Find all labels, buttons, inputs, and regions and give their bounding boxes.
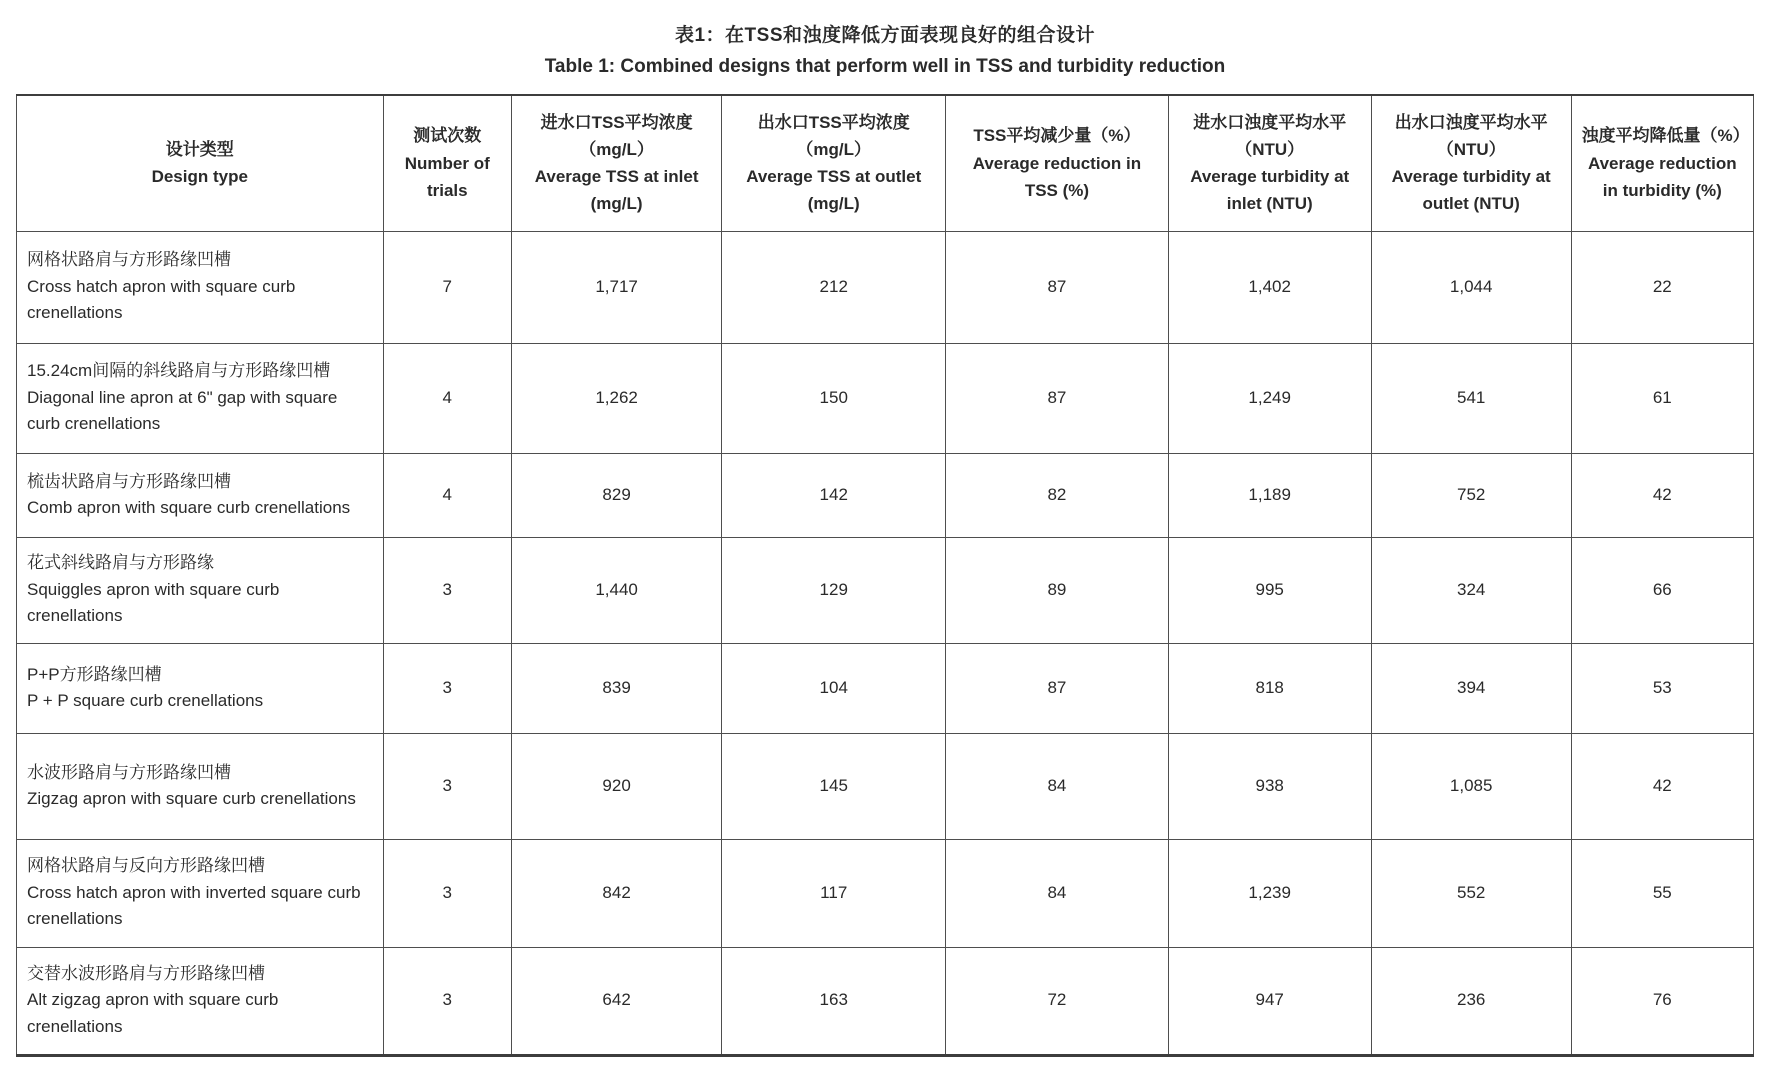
turbidity-inlet-cell: 1,402 <box>1168 231 1371 343</box>
col-header-design-type-en: Design type <box>151 167 248 187</box>
design-type-zh: 梳齿状路肩与方形路缘凹槽 <box>27 471 231 491</box>
col-header-tss-reduction <box>946 95 1168 231</box>
turbidity-reduction-cell: 42 <box>1571 453 1753 537</box>
design-type-zh: 网格状路肩与反向方形路缘凹槽 <box>27 856 265 876</box>
tss-inlet-cell: 1,717 <box>512 231 722 343</box>
col-header-trials <box>383 95 512 231</box>
table-body <box>17 231 1754 1055</box>
design-type-en: Squiggles apron with square curb crenellations <box>27 579 280 626</box>
col-header-turbidity-reduction-zh: 浊度平均降低量（%） <box>1581 126 1750 146</box>
tss-outlet-cell: 117 <box>722 839 946 947</box>
design-type-en: P + P square curb crenellations <box>27 691 264 710</box>
table-row <box>17 343 1754 453</box>
turbidity-inlet-cell: 995 <box>1168 537 1371 643</box>
design-type-en: Alt zigzag apron with square curb crenellations <box>27 990 279 1036</box>
tss-outlet-cell: 129 <box>722 537 946 643</box>
turbidity-inlet-cell: 947 <box>1168 947 1371 1055</box>
turbidity-reduction-cell: 53 <box>1571 643 1753 733</box>
table-row <box>17 231 1754 343</box>
design-type-cell <box>17 839 384 947</box>
design-type-en: Zigzag apron with square curb crenellations <box>27 789 356 808</box>
table-caption-zh: 表1：在TSS和浊度降低方面表现良好的组合设计 <box>674 25 1096 46</box>
tss-inlet-cell: 839 <box>512 643 722 733</box>
tss-reduction-cell: 72 <box>946 947 1168 1055</box>
turbidity-outlet-cell: 552 <box>1371 839 1571 947</box>
col-header-turbidity-inlet-en: Average turbidity at inlet (NTU) <box>1190 167 1350 214</box>
turbidity-reduction-cell: 61 <box>1571 343 1753 453</box>
design-type-cell <box>17 733 384 839</box>
tss-inlet-cell: 920 <box>512 733 722 839</box>
col-header-turbidity-outlet-en: Average turbidity at outlet (NTU) <box>1391 167 1551 214</box>
design-type-zh: P+P方形路缘凹槽 <box>27 664 162 684</box>
turbidity-inlet-cell: 1,239 <box>1168 839 1371 947</box>
design-type-en: Cross hatch apron with inverted square curb crenellations <box>27 882 361 929</box>
table-row <box>17 733 1754 839</box>
design-type-zh: 交替水波形路肩与方形路缘凹槽 <box>27 963 265 983</box>
tss-reduction-cell: 87 <box>946 643 1168 733</box>
table-caption-en: Table 1: Combined designs that perform well in TSS and turbidity reduction <box>544 56 1226 77</box>
trials-cell: 7 <box>383 231 512 343</box>
col-header-turbidity-inlet <box>1168 95 1371 231</box>
design-type-cell <box>17 643 384 733</box>
col-header-turbidity-outlet-zh: 出水口浊度平均水平（NTU） <box>1394 112 1548 160</box>
tss-reduction-cell: 84 <box>946 839 1168 947</box>
col-header-turbidity-reduction-en: Average reduction in turbidity (%) <box>1587 153 1737 200</box>
turbidity-outlet-cell: 324 <box>1371 537 1571 643</box>
col-header-design-type-zh: 设计类型 <box>165 140 234 160</box>
tss-outlet-cell: 150 <box>722 343 946 453</box>
turbidity-reduction-cell: 76 <box>1571 947 1753 1055</box>
design-type-zh: 网格状路肩与方形路缘凹槽 <box>27 250 231 270</box>
turbidity-inlet-cell: 818 <box>1168 643 1371 733</box>
trials-cell: 3 <box>383 839 512 947</box>
col-header-trials-zh: 测试次数 <box>413 126 482 146</box>
turbidity-outlet-cell: 1,085 <box>1371 733 1571 839</box>
col-header-tss-inlet-en: Average TSS at inlet (mg/L) <box>534 167 699 214</box>
design-type-en: Diagonal line apron at 6" gap with square curb crenellations <box>27 387 338 434</box>
col-header-turbidity-outlet <box>1371 95 1571 231</box>
turbidity-reduction-cell: 66 <box>1571 537 1753 643</box>
trials-cell: 3 <box>383 643 512 733</box>
col-header-tss-outlet <box>722 95 946 231</box>
turbidity-reduction-cell: 22 <box>1571 231 1753 343</box>
col-header-turbidity-reduction <box>1571 95 1753 231</box>
col-header-tss-outlet-zh: 出水口TSS平均浓度（mg/L） <box>757 112 910 160</box>
design-type-zh: 花式斜线路肩与方形路缘 <box>27 553 214 573</box>
trials-cell: 4 <box>383 343 512 453</box>
turbidity-reduction-cell: 55 <box>1571 839 1753 947</box>
tss-inlet-cell: 842 <box>512 839 722 947</box>
col-header-tss-outlet-en: Average TSS at outlet (mg/L) <box>746 167 922 214</box>
tss-reduction-cell: 82 <box>946 453 1168 537</box>
turbidity-inlet-cell: 1,249 <box>1168 343 1371 453</box>
tss-reduction-cell: 87 <box>946 343 1168 453</box>
trials-cell: 3 <box>383 733 512 839</box>
design-type-en: Cross hatch apron with square curb crenellations <box>27 276 296 323</box>
tss-inlet-cell: 1,262 <box>512 343 722 453</box>
col-header-tss-reduction-zh: TSS平均减少量（%） <box>973 126 1141 146</box>
table-row <box>17 839 1754 947</box>
col-header-design-type <box>17 95 384 231</box>
turbidity-outlet-cell: 1,044 <box>1371 231 1571 343</box>
turbidity-outlet-cell: 394 <box>1371 643 1571 733</box>
tss-outlet-cell: 104 <box>722 643 946 733</box>
col-header-turbidity-inlet-zh: 进水口浊度平均水平（NTU） <box>1193 112 1347 160</box>
table-row <box>17 643 1754 733</box>
design-type-cell <box>17 537 384 643</box>
design-type-cell <box>17 947 384 1055</box>
col-header-tss-inlet <box>512 95 722 231</box>
table-caption <box>16 12 1754 94</box>
turbidity-outlet-cell: 236 <box>1371 947 1571 1055</box>
col-header-tss-reduction-en: Average reduction in TSS (%) <box>972 153 1142 200</box>
trials-cell: 3 <box>383 537 512 643</box>
turbidity-reduction-cell: 42 <box>1571 733 1753 839</box>
tss-inlet-cell: 829 <box>512 453 722 537</box>
turbidity-inlet-cell: 938 <box>1168 733 1371 839</box>
table-row <box>17 453 1754 537</box>
tss-reduction-cell: 87 <box>946 231 1168 343</box>
turbidity-inlet-cell: 1,189 <box>1168 453 1371 537</box>
design-type-cell <box>17 453 384 537</box>
design-type-en: Comb apron with square curb crenellations <box>27 498 351 517</box>
tss-outlet-cell: 163 <box>722 947 946 1055</box>
tss-outlet-cell: 142 <box>722 453 946 537</box>
trials-cell: 3 <box>383 947 512 1055</box>
design-type-cell <box>17 231 384 343</box>
results-table <box>16 94 1754 1057</box>
col-header-trials-en: Number of trials <box>404 153 490 200</box>
design-type-cell <box>17 343 384 453</box>
tss-outlet-cell: 212 <box>722 231 946 343</box>
design-type-zh: 15.24cm间隔的斜线路肩与方形路缘凹槽 <box>27 361 331 381</box>
table-row <box>17 947 1754 1055</box>
design-type-zh: 水波形路肩与方形路缘凹槽 <box>27 762 231 782</box>
tss-reduction-cell: 84 <box>946 733 1168 839</box>
tss-outlet-cell: 145 <box>722 733 946 839</box>
turbidity-outlet-cell: 541 <box>1371 343 1571 453</box>
tss-reduction-cell: 89 <box>946 537 1168 643</box>
trials-cell: 4 <box>383 453 512 537</box>
turbidity-outlet-cell: 752 <box>1371 453 1571 537</box>
col-header-tss-inlet-zh: 进水口TSS平均浓度（mg/L） <box>540 112 693 160</box>
header-row <box>17 95 1754 231</box>
tss-inlet-cell: 642 <box>512 947 722 1055</box>
tss-inlet-cell: 1,440 <box>512 537 722 643</box>
table-row <box>17 537 1754 643</box>
